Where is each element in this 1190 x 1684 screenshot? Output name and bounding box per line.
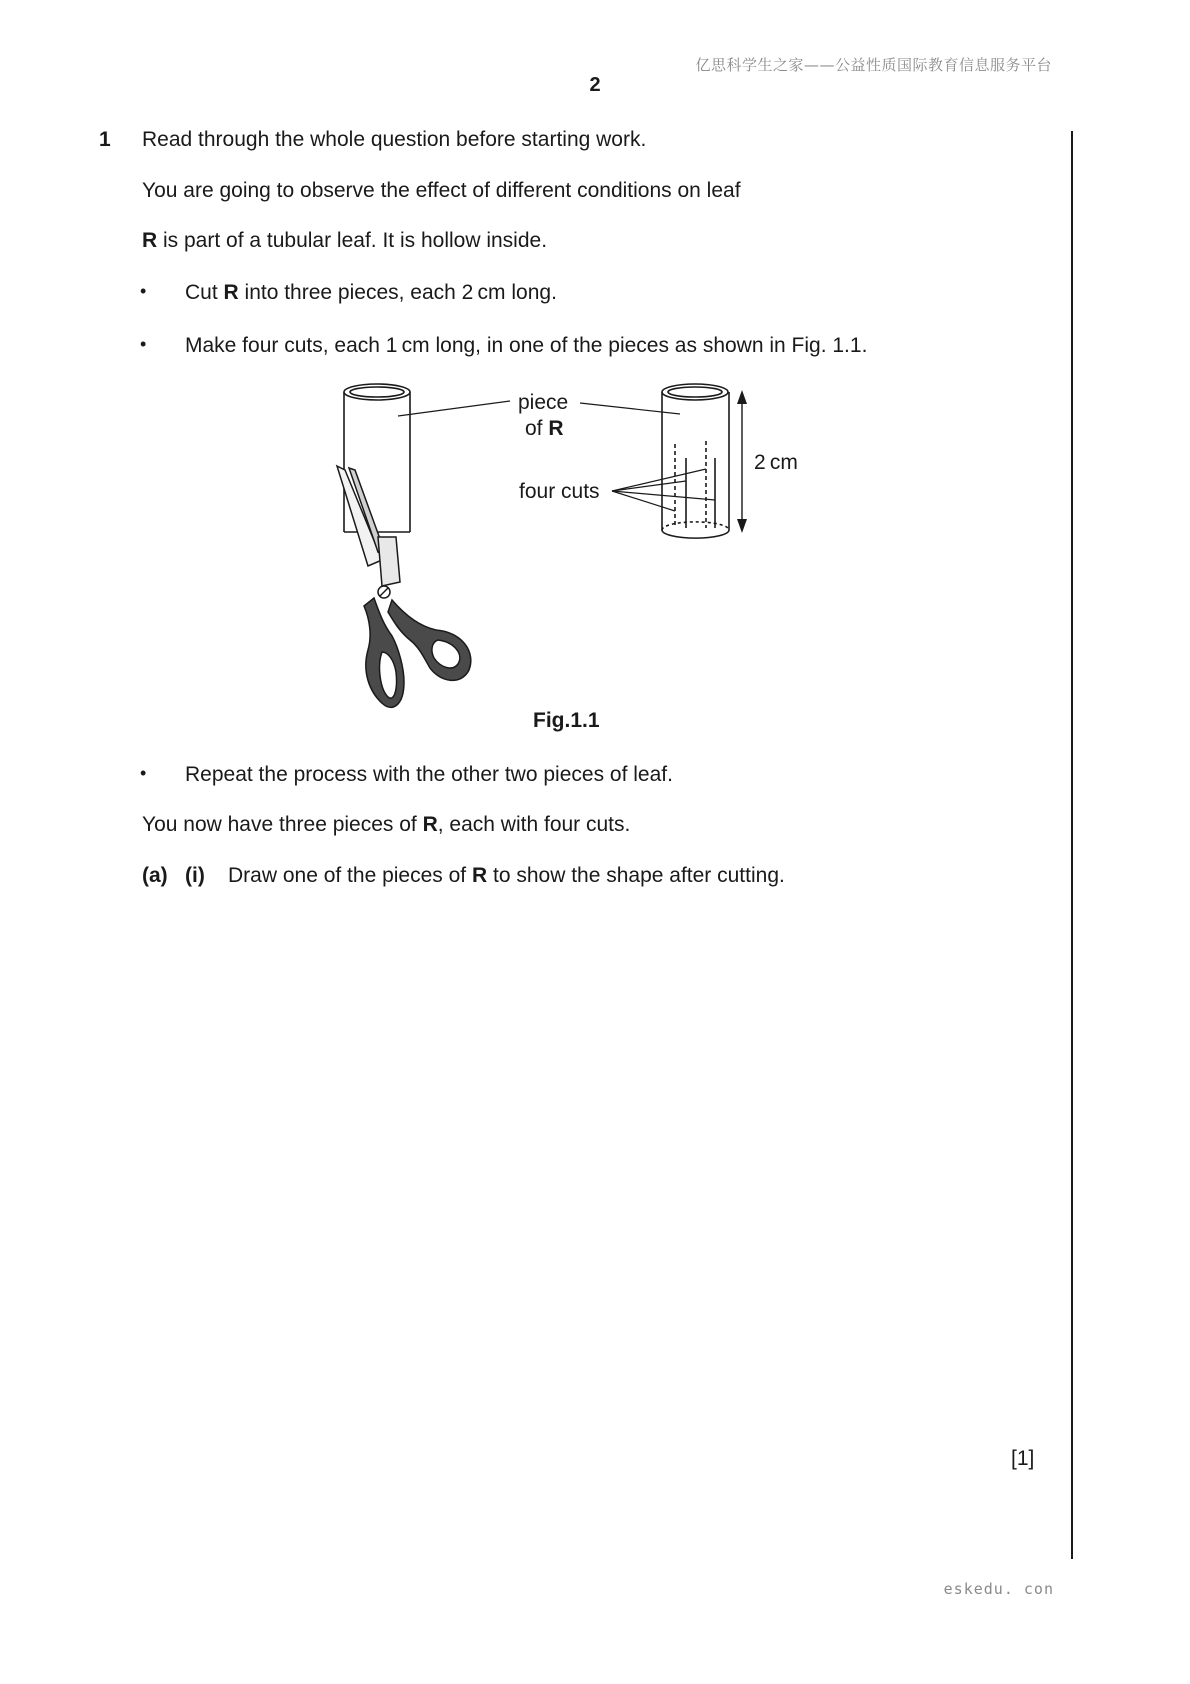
bullet-text: Cut <box>185 281 224 304</box>
now-have-text: You now have three pieces of R, each with four cuts. <box>142 813 631 836</box>
r-desc-text: is part of a tubular leaf. It is hollow inside. <box>157 229 548 252</box>
draw-instruction: Draw one of the pieces of R to show the shape after cutting. <box>228 864 785 887</box>
bullet-dot: • <box>140 763 147 783</box>
cuts-leader <box>612 469 706 491</box>
arrow-head-up <box>737 390 747 404</box>
right-tube-bottom <box>662 530 729 538</box>
leader-line <box>580 403 680 414</box>
r-letter: R <box>142 229 158 252</box>
footer-site: eskedu. con <box>943 1580 1054 1598</box>
question-intro: Read through the whole question before starting work. <box>142 128 647 151</box>
label-of-r: of R <box>525 417 564 440</box>
label-2cm: 2 cm <box>754 451 798 474</box>
leader-line <box>398 401 510 416</box>
watermark: 亿思科学生之家——公益性质国际教育信息服务平台 <box>695 56 1052 74</box>
bullet-cut <box>185 280 557 306</box>
mark-allocation: [1] <box>1011 1447 1035 1470</box>
scissors-icon <box>337 466 471 707</box>
answer-area[interactable] <box>142 900 1042 1440</box>
label-four-cuts: four cuts <box>519 480 600 503</box>
margin-line <box>1071 131 1073 1559</box>
question-number: 1 <box>99 128 111 151</box>
bullet-dot: • <box>140 334 147 354</box>
bullet-bold: R <box>223 281 239 304</box>
right-tube-bottom-hidden <box>662 522 729 530</box>
figure-1-1 <box>320 378 820 718</box>
label-piece: piece <box>518 391 569 414</box>
bullet-text: into three pieces, each 2 cm long. <box>238 281 557 304</box>
part-i-label: (i) <box>185 864 205 887</box>
arrow-head-down <box>737 519 747 533</box>
part-a-label: (a) <box>142 864 168 887</box>
figure-caption: Fig.1.1 <box>533 709 600 732</box>
bullet-four-cuts: Make four cuts, each 1 cm long, in one of the pieces as shown in Fig. 1.1. <box>185 334 868 357</box>
r-description <box>142 228 547 254</box>
bullet-dot: • <box>140 281 147 301</box>
question-observe: You are going to observe the effect of different conditions on leaf <box>142 179 741 202</box>
bullet-repeat: Repeat the process with the other two pieces of leaf. <box>185 763 673 786</box>
page-number: 2 <box>589 74 601 96</box>
